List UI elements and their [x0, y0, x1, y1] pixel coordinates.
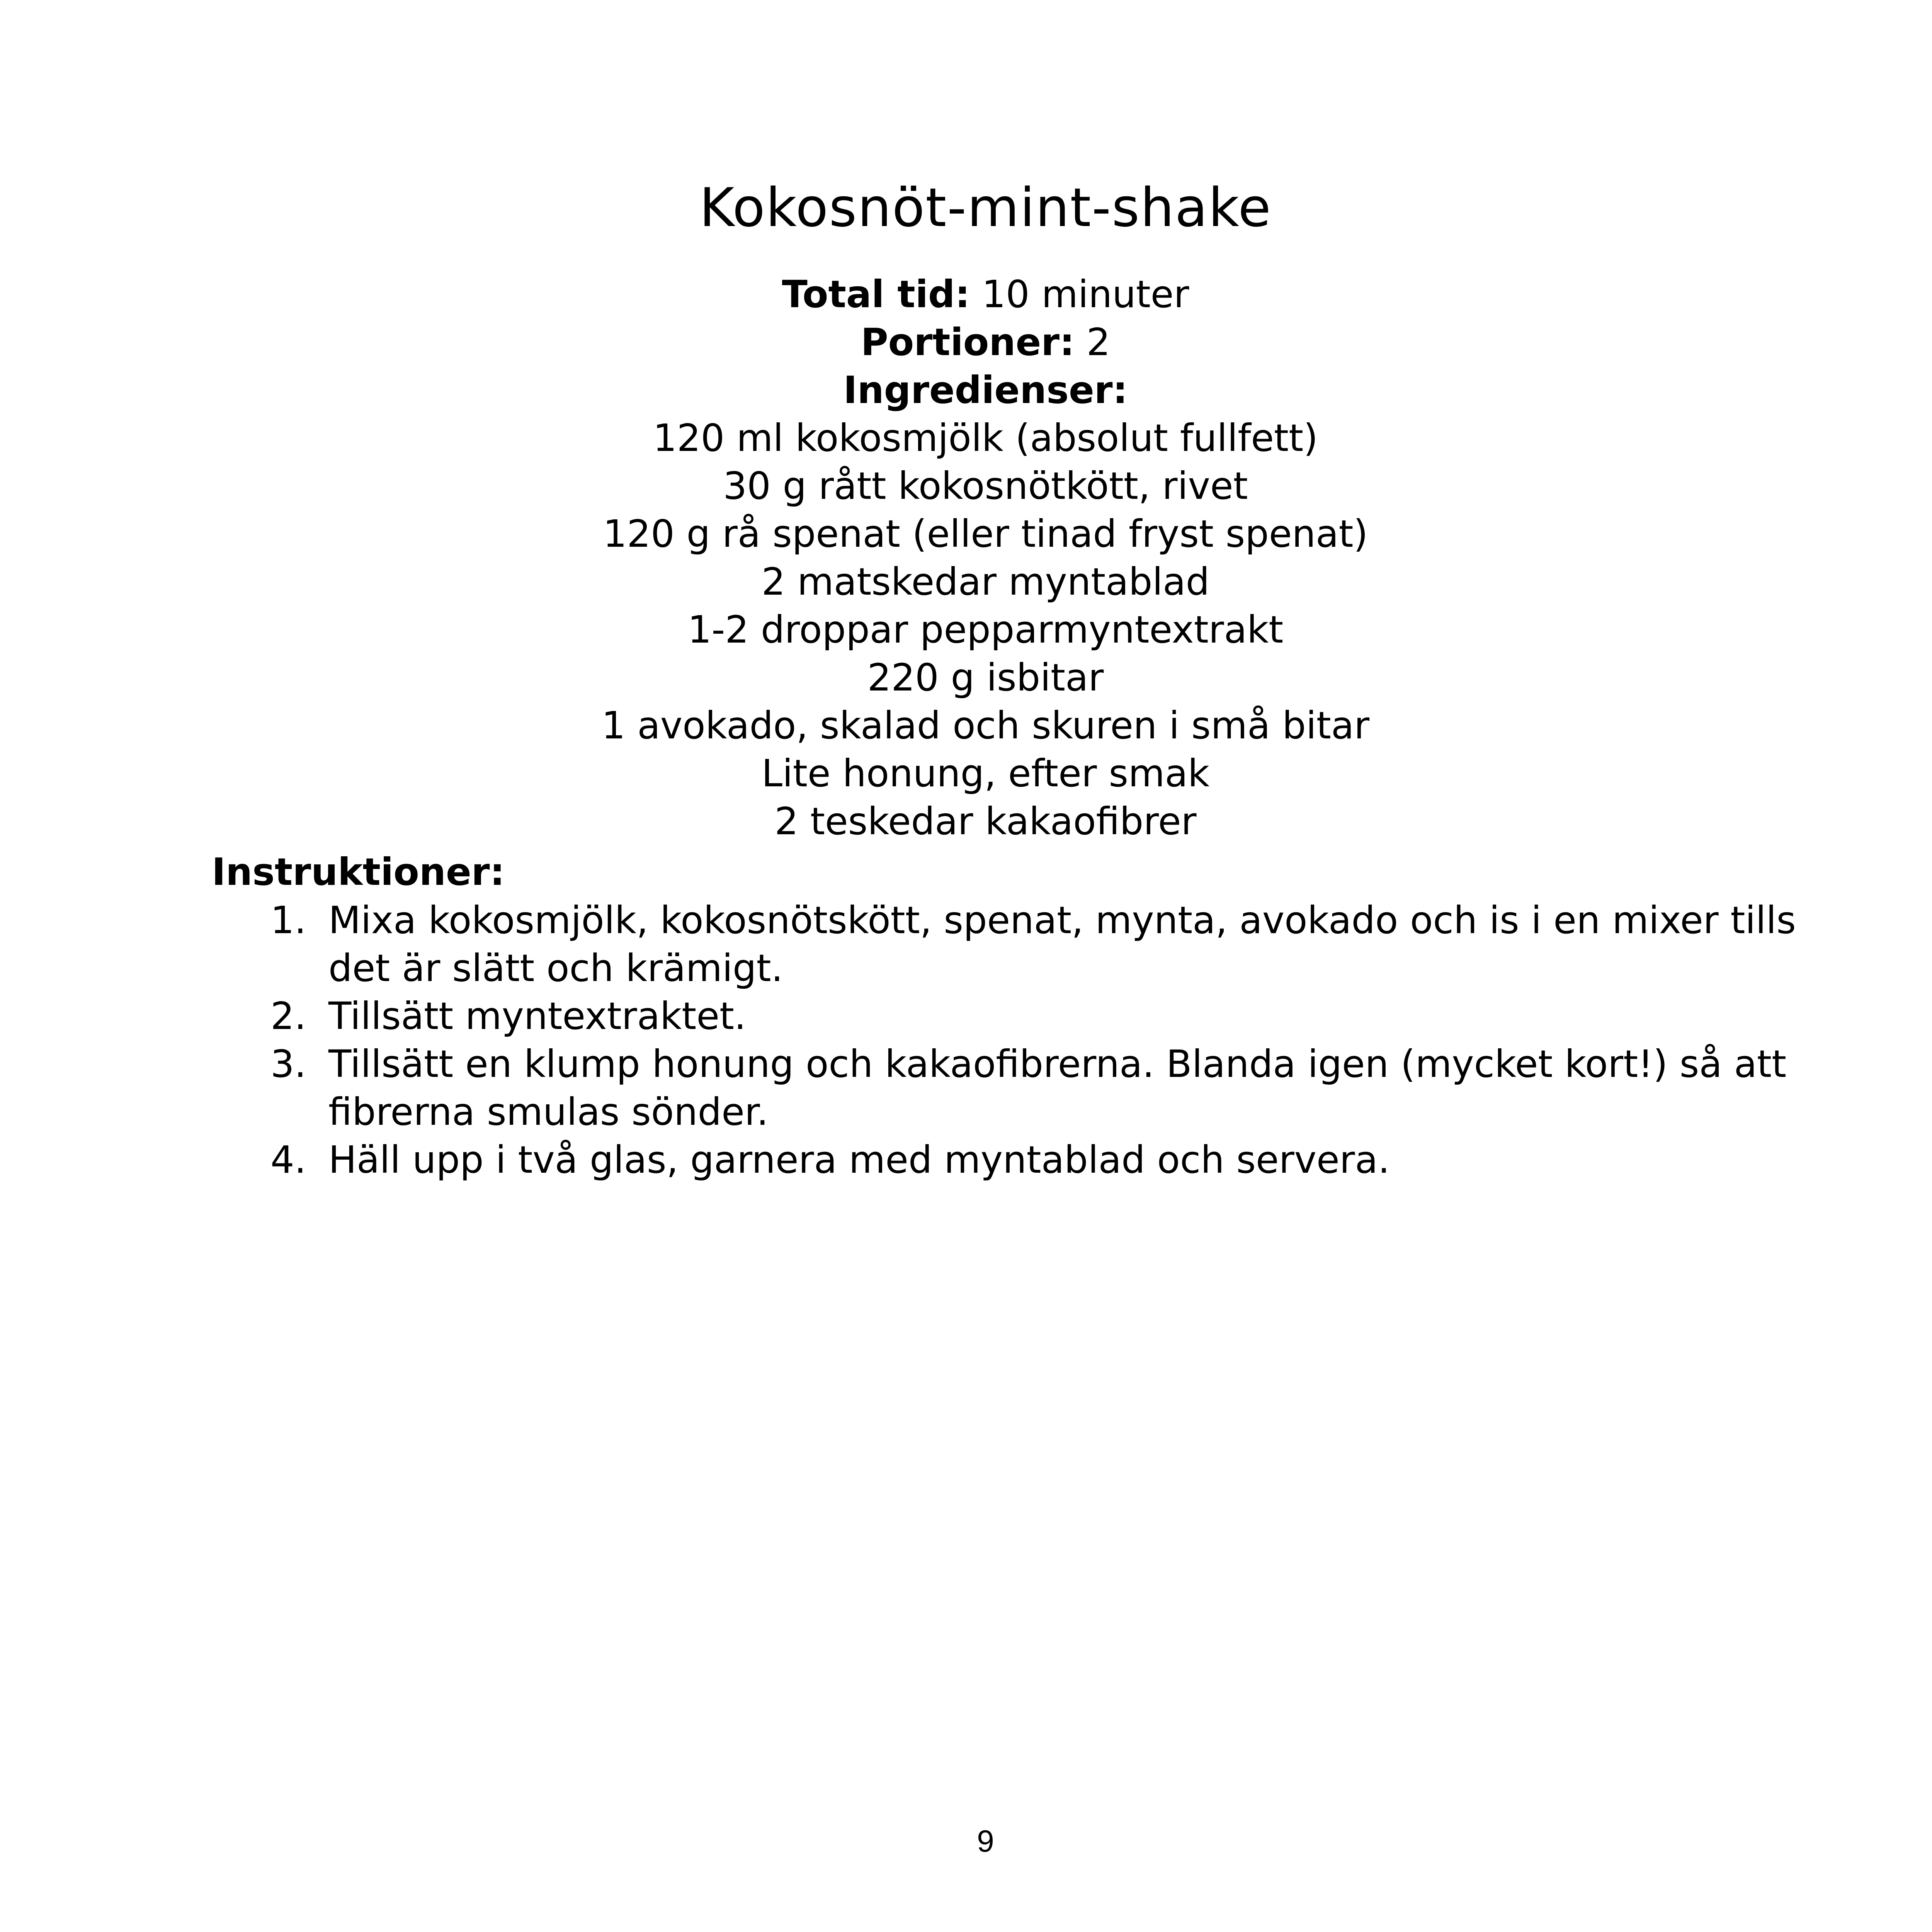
ingredient-item: 120 ml kokosmjölk (absolut fullfett)	[653, 416, 1318, 460]
instruction-step	[0, 1136, 1855, 1184]
instructions-heading: Instruktioner:	[212, 850, 505, 894]
step-text: Tillsätt en klump honung och kakaofibrerna. Blanda igen (mycket kort!) så att fibrerna smulas sönder.	[328, 1042, 1787, 1134]
ingredient-item: 220 g isbitar	[867, 656, 1104, 699]
instructions-list	[0, 896, 1855, 1184]
servings-value: 2	[1086, 320, 1111, 364]
instruction-step	[0, 992, 1855, 1040]
page-number: 9	[977, 1824, 994, 1858]
step-number: 1.	[270, 898, 306, 942]
ingredient-item: Lite honung, efter smak	[761, 752, 1210, 795]
ingredient-item: 2 matskedar myntablad	[761, 560, 1210, 604]
ingredient-item: 2 teskedar kakaofibrer	[774, 799, 1197, 843]
step-number: 2.	[270, 994, 306, 1038]
ingredients-list	[0, 414, 1932, 845]
ingredient-item: 120 g rå spenat (eller tinad fryst spenat)	[603, 512, 1368, 556]
step-text: Häll upp i två glas, garnera med myntablad och servera.	[328, 1138, 1390, 1182]
recipe-meta	[0, 270, 1932, 845]
servings-label: Portioner:	[861, 320, 1075, 364]
step-text: Mixa kokosmjölk, kokosnötskött, spenat, mynta, avokado och is i en mixer tills det är slätt och krämigt.	[328, 898, 1796, 990]
ingredient-item: 1-2 droppar pepparmyntextrakt	[687, 608, 1284, 651]
instruction-step	[0, 1040, 1855, 1136]
total-time-value: 10 minuter	[982, 272, 1189, 316]
total-time-line	[0, 270, 1932, 318]
total-time-label: Total tid:	[782, 272, 970, 316]
step-number: 3.	[270, 1042, 306, 1086]
ingredients-heading: Ingredienser:	[843, 368, 1128, 412]
servings-line	[0, 318, 1932, 366]
recipe-title: Kokosnöt-mint-shake	[699, 177, 1272, 239]
instruction-step	[0, 896, 1855, 992]
step-number: 4.	[270, 1138, 306, 1182]
ingredient-item: 30 g rått kokosnötkött, rivet	[723, 464, 1248, 508]
step-text: Tillsätt myntextraktet.	[328, 994, 746, 1038]
ingredient-item: 1 avokado, skalad och skuren i små bitar	[601, 704, 1370, 747]
